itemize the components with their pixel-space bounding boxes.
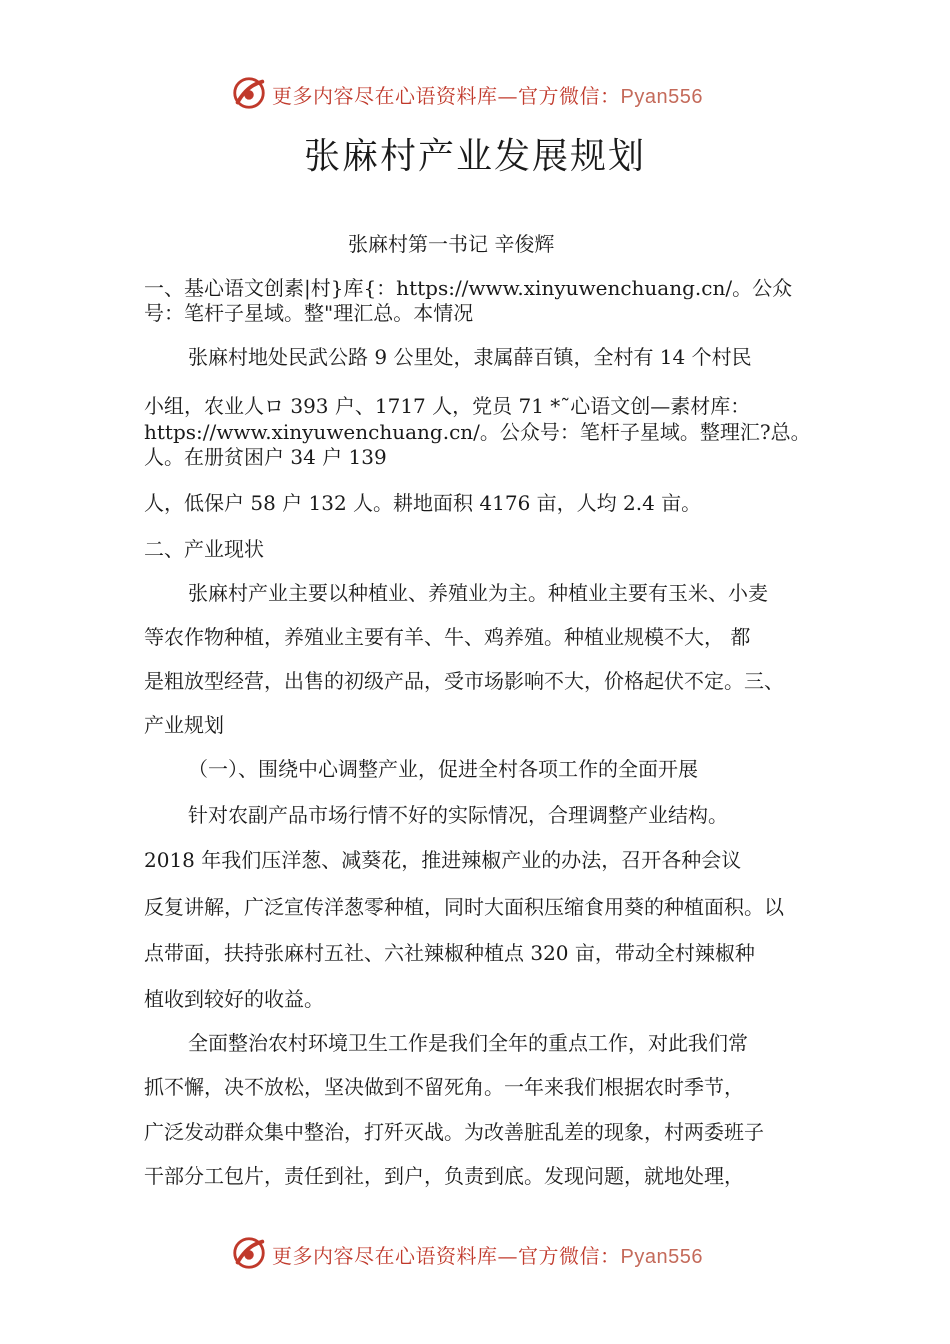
banner-text <box>272 1240 703 1269</box>
banner-slogan: 更多内容尽在心语资料库—官方微信： <box>272 84 621 108</box>
subsection-heading: （一）、围绕中心调整产业，促进全村各项工作的全面开展 <box>188 757 698 781</box>
author-line: 张麻村第一书记 辛俊辉 <box>348 232 555 256</box>
banner-slogan: 更多内容尽在心语资料库—官方微信： <box>272 1244 621 1268</box>
paragraph-line: 全面整治农村环境卫生工作是我们全年的重点工作，对此我们常 <box>188 1031 748 1055</box>
banner-wechat-id: Pyan556 <box>620 1246 703 1268</box>
paragraph-line: 干部分工包片，责任到社，到户，负责到底。发现问题，就地处理， <box>144 1164 744 1188</box>
paragraph-line: 针对农副产品市场行情不好的实际情况，合理调整产业结构。 <box>188 803 728 827</box>
paragraph-line: 号：笔杆子星域。整"理汇总。本情况 <box>144 301 474 325</box>
paragraph-line: 小组，农业人ロ 393 户、1717 人，党员 71 *˜心语文创—素材库： <box>144 394 751 418</box>
document-title: 张麻村产业发展规划 <box>303 136 646 177</box>
paragraph-line: 抓不懈，决不放松，坚决做到不留死角。一年来我们根据农时季节， <box>144 1075 744 1099</box>
paragraph-line: 反复讲解，广泛宣传洋葱零种植，同时大面积压缩食用葵的种植面积。以 <box>144 895 784 919</box>
paragraph-line: 人。在册贫困户 34 户 139 <box>144 445 387 469</box>
brand-logo-icon <box>230 1234 268 1272</box>
paragraph-line: 一、基心语文创素|村}库{：https://www.xinyuwenchuang.cn/。公众 <box>144 276 793 300</box>
paragraph-line: 广泛发动群众集中整治，打歼灭战。为改善脏乱差的现象，村两委班子 <box>144 1120 764 1144</box>
banner-text <box>272 80 703 109</box>
paragraph-line: 等农作物种植，养殖业主要有羊、牛、鸡养殖。种植业规模不大， 都 <box>144 625 751 649</box>
banner-wechat-id: Pyan556 <box>620 86 703 108</box>
paragraph-line: 2018 年我们压洋葱、减葵花，推进辣椒产业的办法，召开各种会议 <box>144 848 742 872</box>
paragraph-line: 张麻村产业主要以种植业、养殖业为主。种植业主要有玉米、小麦 <box>188 581 768 605</box>
header-watermark-banner <box>0 72 950 122</box>
paragraph-line: 张麻村地处民武公路 9 公里处，隶属薛百镇，全村有 14 个村民 <box>188 345 752 369</box>
paragraph-line: 点带面，扶持张麻村五社、六社辣椒种植点 320 亩，带动全村辣椒种 <box>144 941 755 965</box>
section-heading: 产业规划 <box>144 713 224 737</box>
footer-watermark-banner <box>0 1232 950 1282</box>
brand-logo-icon <box>230 74 268 112</box>
paragraph-line: 是粗放型经营，出售的初级产品，受市场影响不大，价格起伏不定。三、 <box>144 669 784 693</box>
section-heading: 二、产业现状 <box>144 537 264 561</box>
paragraph-line: 植收到较好的收益。 <box>144 987 324 1011</box>
paragraph-line: 人，低保户 58 户 132 人。耕地面积 4176 亩，人均 2.4 亩。 <box>144 491 702 515</box>
paragraph-line: https://www.xinyuwenchuang.cn/。公众号：笔杆子星域。整理汇?总。 <box>144 420 811 444</box>
